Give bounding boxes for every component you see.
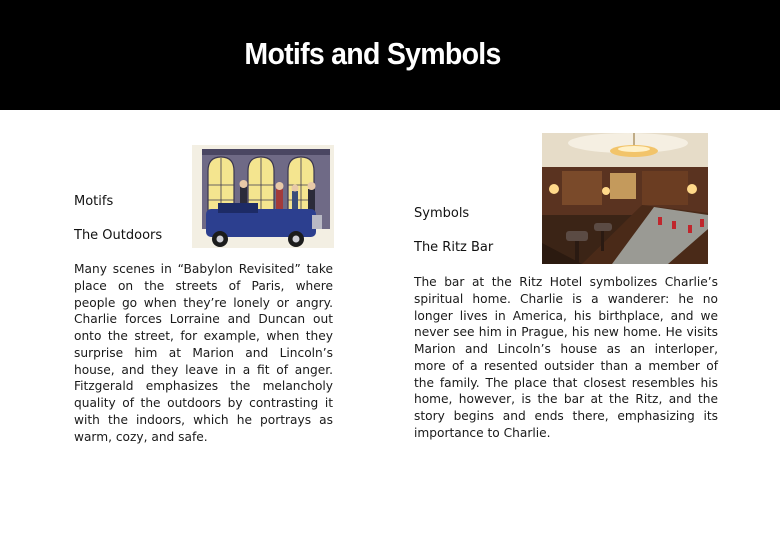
slide-title: Motifs and Symbols [244, 36, 501, 71]
ritz-bar-paragraph: The bar at the Ritz Hotel symbolizes Charlie’s spiritual home. Charlie is a wanderer: he no longer lives in America, his birthplace, and we never see him in Prague, his new home. He visits Marion and Lincoln’s house as an interloper, more of a resented outsider than a member of the family. The place that closest resembles his home, however, is the bar at the Ritz, and the story begins and ends there, emphasizing its importance to Charlie. [414, 275, 718, 440]
ritz-bar-photo [542, 133, 708, 264]
symbols-heading: Symbols [414, 206, 470, 221]
title-bar [0, 0, 780, 110]
ritz-bar-image [542, 133, 708, 264]
street-scene-image [192, 145, 334, 248]
motifs-heading: Motifs [74, 194, 114, 209]
street-scene-illustration [192, 145, 334, 248]
outdoors-paragraph: Many scenes in “Babylon Revisited” take place on the streets of Paris, where people go when they’re lonely or angry. Charlie forces Lorraine and Duncan out onto the street, for example, when they surprise him at Marion and Lincoln’s house, and they leave in a fit of anger. Fitzgerald emphasizes the melancholy quality of the outdoors by contrasting it with the indoors, which he portrays as warm, cozy, and safe. [74, 262, 333, 444]
ritz-bar-subheading: The Ritz Bar [414, 240, 494, 255]
outdoors-subheading: The Outdoors [74, 228, 163, 243]
